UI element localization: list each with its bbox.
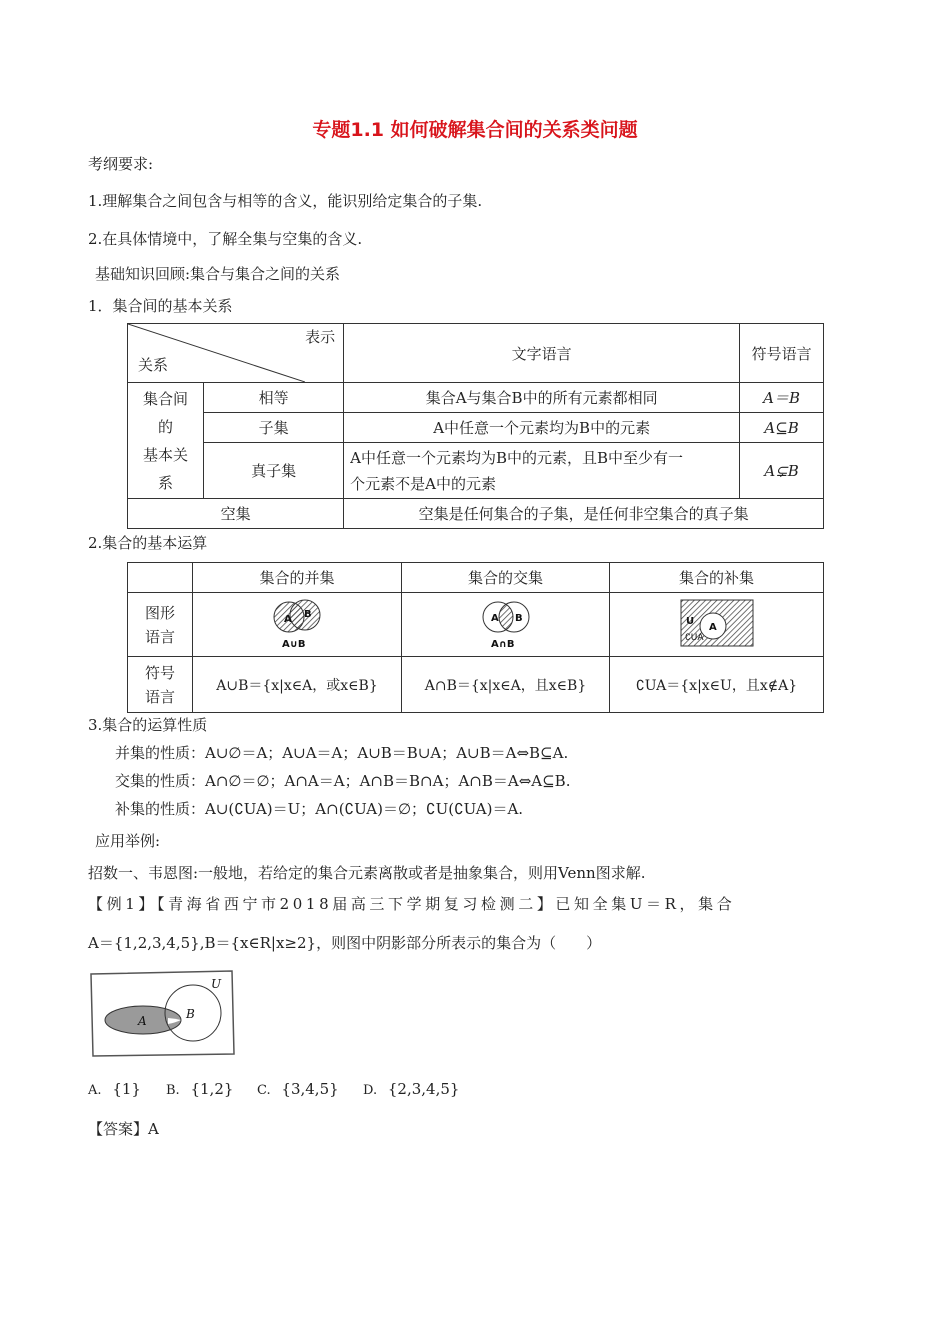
- option-value: {1,2}: [190, 1080, 234, 1098]
- row-symbol: A⊆B: [740, 413, 824, 443]
- option-c: [257, 1080, 339, 1098]
- relation-table: [127, 323, 824, 529]
- group-label: 的: [157, 417, 173, 436]
- comp-label-a: A: [708, 621, 717, 633]
- sym-inter: A∩B＝{x|x∈A，且x∈B}: [402, 657, 610, 713]
- row-name: 空集: [128, 499, 344, 529]
- requirement-item: 1.理解集合之间包含与相等的含义，能识别给定集合的子集.: [88, 192, 483, 210]
- figure-label: 语言: [144, 627, 175, 646]
- figure-row-label: [128, 593, 193, 657]
- header-relation: 关系: [138, 356, 169, 374]
- header-diagonal-cell: [128, 324, 344, 383]
- row-text: 个元素不是A中的元素: [350, 474, 496, 493]
- figure-label: 图形: [144, 603, 175, 622]
- row-text: 空集是任何集合的子集，是任何非空集合的真子集: [344, 499, 824, 529]
- row-name: 子集: [204, 413, 344, 443]
- row-text: A中任意一个元素均为B中的元素，且B中至少有一: [350, 448, 684, 467]
- section3-heading: 3.集合的运算性质: [88, 716, 208, 734]
- sym-comp: ∁UA＝{x|x∈U，且x∉A}: [610, 657, 824, 713]
- group-label: 基本关: [142, 445, 188, 464]
- option-value: {3,4,5}: [281, 1080, 339, 1098]
- prop-inter: 交集的性质：A∩∅＝∅；A∩A＝A；A∩B＝B∩A；A∩B＝A⇔A⊆B.: [115, 772, 571, 790]
- symbol-row-label: [128, 657, 193, 713]
- symbol-label: 符号: [144, 663, 175, 682]
- inter-venn-cell: [402, 593, 610, 657]
- example1-figure: [88, 968, 238, 1060]
- page-title: 专题1.1 如何破解集合间的关系类问题: [312, 119, 638, 141]
- fig-label-b: B: [186, 1007, 195, 1021]
- fig-label-u: U: [211, 977, 222, 991]
- answer: 【答案】A: [88, 1120, 159, 1138]
- row-text: A中任意一个元素均为B中的元素: [344, 413, 740, 443]
- comp-label-u: U: [685, 615, 694, 627]
- union-venn-diagram: [262, 595, 332, 651]
- union-label-b: B: [304, 608, 312, 620]
- option-label: D.: [363, 1083, 378, 1098]
- option-label: C.: [257, 1083, 271, 1098]
- operation-table: [127, 562, 824, 713]
- option-label: B.: [166, 1083, 180, 1098]
- sym-union: A∪B＝{x|x∈A，或x∈B}: [193, 657, 402, 713]
- row-symbol: A＝B: [740, 383, 824, 413]
- example1-line2: A＝{1,2,3,4,5},B＝{x∈R|x≥2}，则图中阴影部分所表示的集合为（ ）: [88, 934, 602, 952]
- trick1: 招数一、韦恩图:一般地，若给定的集合元素离散或者是抽象集合，则用Venn图求解.: [88, 864, 646, 882]
- review-heading: 基础知识回顾:集合与集合之间的关系: [95, 265, 341, 283]
- option-d: [363, 1080, 459, 1098]
- comp-venn-diagram: [679, 598, 755, 648]
- symbol-label: 语言: [144, 687, 175, 706]
- option-label: A.: [88, 1083, 102, 1098]
- header-represent: 表示: [305, 328, 336, 346]
- row-text-cell: [344, 443, 740, 499]
- group-label: 集合间: [142, 389, 188, 408]
- option-a: [88, 1080, 141, 1098]
- option-b: [166, 1080, 233, 1098]
- section1-heading: 1．集合间的基本关系: [88, 297, 233, 315]
- union-venn-cell: [193, 593, 402, 657]
- prop-comp: 补集的性质：A∪(∁UA)＝U；A∩(∁UA)＝∅；∁U(∁UA)＝A.: [115, 800, 524, 818]
- inter-label-a: A: [490, 612, 499, 624]
- group-label-cell: [128, 383, 204, 499]
- inter-caption: A∩B: [490, 638, 514, 650]
- requirement-item: 2.在具体情境中，了解全集与空集的含义.: [88, 230, 363, 248]
- option-value: {2,3,4,5}: [387, 1080, 460, 1098]
- group-label: 系: [157, 473, 173, 492]
- row-symbol: A⊊B: [740, 443, 824, 499]
- section2-heading: 2.集合的基本运算: [88, 534, 208, 552]
- comp-label-c: ∁UA: [684, 632, 703, 643]
- row-name: 真子集: [204, 443, 344, 499]
- union-label-a: A: [284, 613, 292, 625]
- union-caption: A∪B: [282, 638, 306, 650]
- comp-venn-cell: [610, 593, 824, 657]
- col-union-header: 集合的并集: [193, 563, 402, 593]
- col-text-header: 文字语言: [344, 324, 740, 383]
- fig-label-a: A: [138, 1014, 147, 1028]
- inter-label-b: B: [514, 612, 523, 624]
- application-heading: 应用举例:: [95, 832, 161, 850]
- option-value: {1}: [112, 1080, 141, 1098]
- prop-union: 并集的性质：A∪∅＝A；A∪A＝A；A∪B＝B∪A；A∪B＝A⇔B⊆A.: [115, 744, 569, 762]
- col-inter-header: 集合的交集: [402, 563, 610, 593]
- corner-cell: [128, 563, 193, 593]
- inter-venn-diagram: [471, 595, 541, 651]
- row-name: 相等: [204, 383, 344, 413]
- requirements-heading: 考纲要求:: [88, 155, 154, 173]
- col-symbol-header: 符号语言: [740, 324, 824, 383]
- row-text: 集合A与集合B中的所有元素都相同: [344, 383, 740, 413]
- example1-line1: 【例1】【青海省西宁市2018届高三下学期复习检测二】已知全集U＝R，集合: [88, 895, 736, 913]
- col-comp-header: 集合的补集: [610, 563, 824, 593]
